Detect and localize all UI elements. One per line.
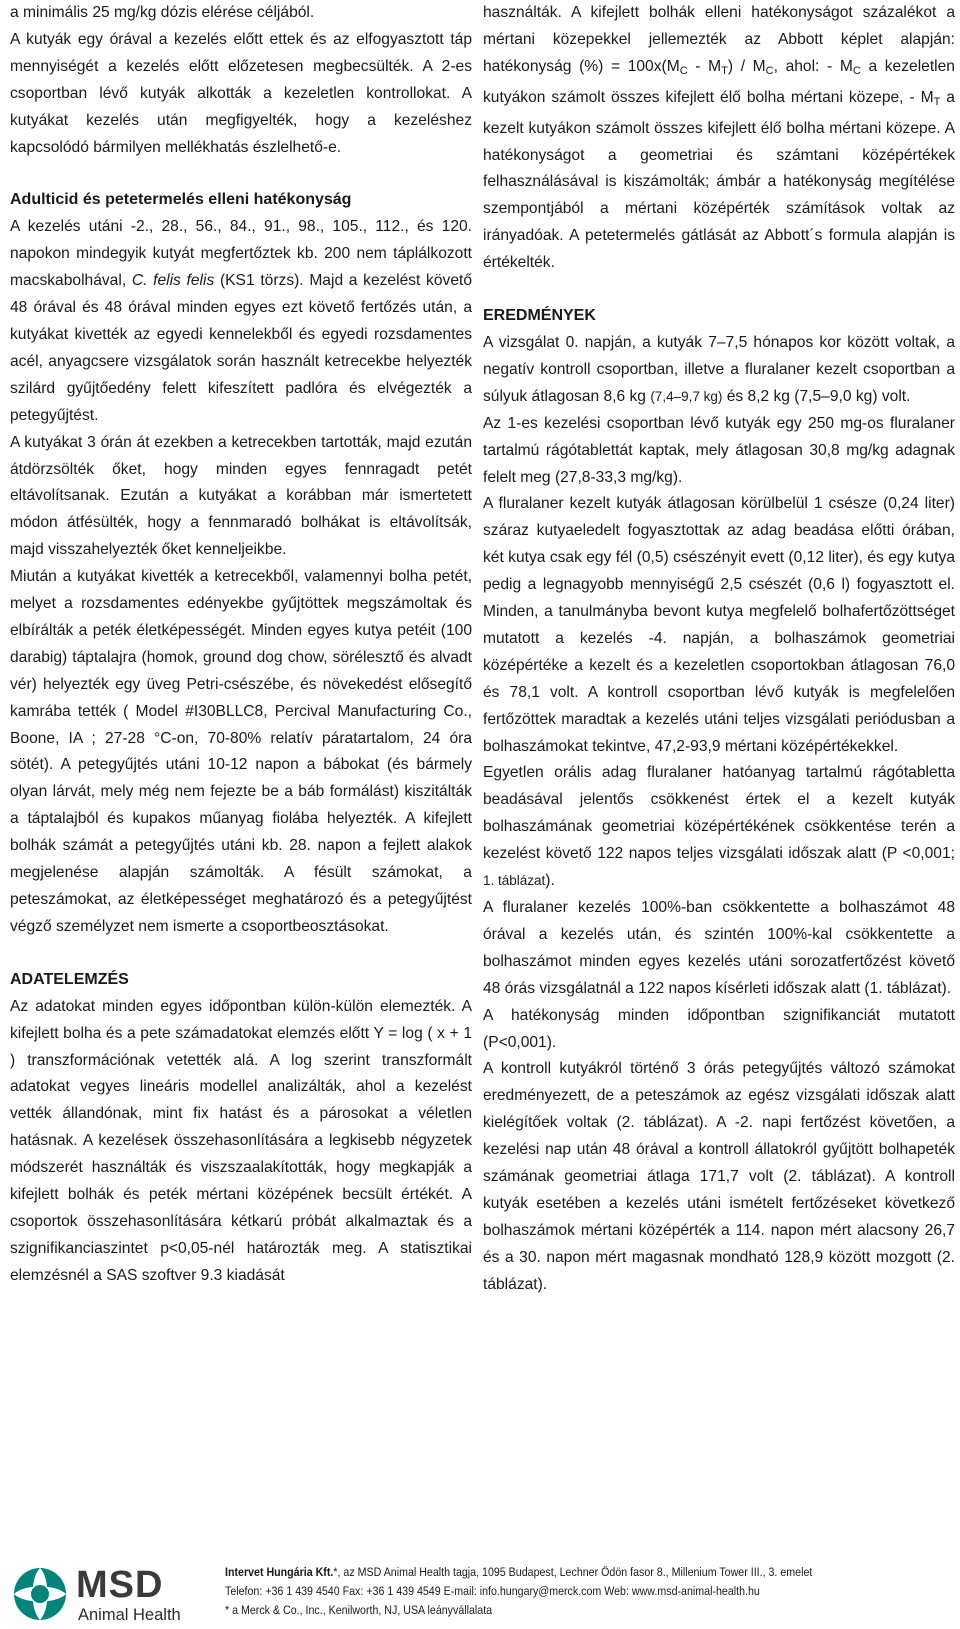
results-paragraph-2: Az 1-es kezelési csoportban lévő kutyák egy 250 mg-os fluralaner tartalmú rágótablettát kaptak, mely átlagosan 30,8 mg/kg adagnak felelt meg (27,8-33,3 mg/kg). bbox=[483, 414, 955, 486]
efficacy-heading: Adulticid és petetermelés elleni hatékonyság bbox=[10, 191, 352, 209]
efficacy-paragraph-3: Miután a kutyákat kivették a ketrecekből, valamennyi bolha petét, melyet a rozsdamentes edényekbe gyűjtöttek megszámoltak és elbírálták a peték életképességét. Minden egyes kutya petéit (100 darabig) táptalajra (homok, ground dog chow, sörélesztő és alvadt vér) helyezték egy üveg Petri-csészébe, és növekedést elősegítő kamrába tették ( Model #I30BLLC8, Percival Manufacturing Co., Boone, IA ; 27-28 °C-on, 70-80% relatív páratartalom, 24 óra sötét). A petegyűjtés utáni 10-12 napon a bábokat (és bármely olyan lárvát, mely még nem fejezte be a báb formálást) kiszitálták a táptalajból és kupakos műanyag fiolába helyezték. A kifejlett bolhák számát a petegyűjtés utáni kb. 28. napon a fejlett alakok megjelenése alapján számolták. A fésült számokat, a peteszámokat, az életképességet meghatározó és a petegyűjtést végző személyzet nem ismerte a csoportbeosztásokat. bbox=[10, 568, 472, 935]
formula-text-d: , ahol: - M bbox=[773, 57, 853, 75]
subscript-c: C bbox=[679, 64, 688, 77]
efficacy-p1-before: A kezelés utáni -2., 28., 56., 84., 91., 98., 105., 112., és 120. napokon mindegyik kutyát megfertőztek kb. 200 nem táplálkozott macskabolhával, bbox=[10, 218, 472, 290]
right-column bbox=[483, 0, 955, 1299]
footer-address: *, az MSD Animal Health tagja, 1095 Budapest, Lechner Ödön fasor 8., Millenium Tower III., 3. emelet bbox=[333, 1565, 813, 1579]
analysis-paragraph: Az adatokat minden egyes időpontban külön-külön elemezték. A kifejlett bolha és a pete számadatokat elemzés előtt Y = log ( x + 1 ) transzformációnak vetették alá. A log szerint transzformált adatokat vegyes lineáris modellel analizálták, ahol a kezelést vették állandónak, mint fix hatást és a párosokat a véletlen hatásnak. A kezelések összehasonlítására a legkisebb négyzetek módszerét használták és viszszaalakították, hogy megkapják a kifejlett bolhák és peték mértani középének becsült értékét. A csoportok összehasonlítására kétkarú próbát alkalmaztak és a szignifikanciaszintet p<0,05-nél határozták meg. A statisztikai elemzésnél a SAS szoftver 9.3 kiadását bbox=[10, 997, 472, 1284]
page-footer bbox=[0, 1558, 960, 1629]
footer-line-3: * a Merck & Co., Inc., Kenilworth, NJ, USA leányvállalata bbox=[225, 1603, 493, 1617]
msd-logo bbox=[10, 1564, 210, 1624]
results-paragraph-6: A hatékonyság minden időpontban szignifikanciát mutatott (P<0,001). bbox=[483, 1006, 955, 1051]
formula-text-f: a kezelt kutyákon számolt összes kifejlett élő bolha mértani közepe. A hatékonyságot a geometriai és számtani középértékek felhasználásával is kiszámolták; ámbár a hatékonyság megítélése szempontjából a mértani középérték számítások voltak az irányadóak. A petetermelés gátlását az Abbott´s formula alapján is értékelték. bbox=[483, 88, 955, 272]
footer-line-2: Telefon: +36 1 439 4540 Fax: +36 1 439 4549 E-mail: info.hungary@merck.com Web: www.msd-animal-health.hu bbox=[225, 1584, 760, 1598]
footer-line-1 bbox=[225, 1563, 853, 1582]
formula-text-b: - M bbox=[687, 57, 722, 75]
results-paragraph-3: A fluralaner kezelt kutyák átlagosan körülbelül 1 csésze (0,24 liter) száraz kutyaeledelt fogyasztottak az adag beadása előtti órában, két kutya csak egy fél (0,5) csészényit evett (0,12 liter), és egy kutya pedig a legnagyobb mennyiségű 2,5 csészét (0,6 l) fogyasztott el. Minden, a tanulmányba bevont kutya megfelelő bolhafertőzöttséget mutatott a kezelés -4. napján, a bolhaszámok geometriai középértéke a kezelt és a kezeletlen csoportokban átlagosan 76,0 és 78,1 volt. A kontroll csoportban lévő kutyák is megfelelően fertőzöttek maradtak a kezelés utáni teljes vizsgálati periódusban a bolhaszámokat tekintve, 47,2-93,9 mértani középértékekkel. bbox=[483, 495, 955, 755]
subscript-c: C bbox=[852, 64, 861, 77]
results-paragraph-4 bbox=[483, 760, 955, 895]
results-p4-b: ). bbox=[545, 872, 555, 890]
left-column bbox=[10, 0, 472, 1290]
results-p1-range: (7,4–9,7 kg) bbox=[650, 388, 723, 404]
efficacy-paragraph-2: A kutyákat 3 órán át ezekben a ketrecekben tartották, majd ezután átdörzsölték őket, hogy minden egyes fennragadt petét eltávolítsanak. Ezután a kutyákat a korábban már ismertetett módon átfésülték, hogy a fennmaradó bolhákat is eltávolítsák, majd visszahelyezték őket kenneljeikbe. bbox=[10, 433, 472, 559]
footer-contact bbox=[225, 1563, 853, 1620]
analysis-heading: ADATELEMZÉS bbox=[10, 970, 129, 988]
results-p1-b: és 8,2 kg (7,5–9,0 kg) volt. bbox=[722, 387, 911, 405]
intro-paragraph-2: A kutyák egy órával a kezelés előtt ettek és az elfogyasztott táp mennyiségét a kezelés előtt előzetesen megbecsülték. A 2-es csoportban lévő kutyák alkották a kezeletlen kontrollokat. A kutyákat kezelés után megfigyelték, hogy a kezeléshez kapcsolódó bármilyen mellékhatás észlelhető-e. bbox=[10, 30, 472, 156]
logo-name: MSD bbox=[76, 1564, 164, 1606]
efficacy-paragraph-1 bbox=[10, 214, 472, 429]
msd-logo-icon bbox=[10, 1564, 70, 1624]
logo-subtitle: Animal Health bbox=[78, 1606, 181, 1624]
results-paragraph-5: A fluralaner kezelés 100%-ban csökkentette a bolhaszámot 48 órával a kezelés után, és szintén 100%-kal csökkentette a bolhaszámot minden egyes kezelés utáni sorozatfertőzést követő 48 órás vizsgálatnál a 122 napos kísérleti időszak alatt (1. táblázat). bbox=[483, 899, 955, 997]
formula-text-c: ) / M bbox=[727, 57, 766, 75]
table-reference: 1. táblázat bbox=[483, 873, 546, 889]
species-name: C. felis felis bbox=[131, 272, 215, 290]
intro-paragraph-1: a minimális 25 mg/kg dózis elérése céljából. bbox=[10, 4, 315, 21]
efficacy-formula-paragraph bbox=[483, 0, 955, 277]
results-p1-a: A vizsgálat 0. napján, a kutyák 7–7,5 hónapos kor között voltak, a negatív kontroll csoportban, illetve a fluralaner kezelt csoportban a súlyuk átlagosan 8,6 kg bbox=[483, 333, 955, 405]
results-p4-a: Egyetlen orális adag fluralaner hatóanyag tartalmú rágótabletta beadásával jelentős csökkenést értek el a kezelt kutyák bolhaszámának geometriai középértékének csökkentése terén a kezelést követő 122 napos teljes vizsgálati időszak alatt (P <0,001; bbox=[483, 764, 955, 863]
results-paragraph-1 bbox=[483, 330, 955, 411]
formula-text-e: a kezeletlen kutyákon számolt összes kifejlett élő bolha mértani közepe, - M bbox=[483, 57, 955, 106]
subscript-c: C bbox=[765, 64, 774, 77]
subscript-t: T bbox=[933, 95, 941, 108]
results-heading: EREDMÉNYEK bbox=[483, 307, 596, 325]
company-name: Intervet Hungária Kft. bbox=[225, 1565, 334, 1579]
efficacy-p1-after: (KS1 törzs). Majd a kezelést követő 48 órával és 48 órával minden egyes ezt követő fertőzés után, a kutyákat kivették az egyedi kennelekből és egyedi rozsdamentes acél, anyagcsere vizsgálatok során használt ketrecekbe helyezték szilárd gyűjtőedény felett kifeszített padlóra és elvégezték a petegyűjtést. bbox=[10, 272, 472, 424]
results-paragraph-7: A kontroll kutyákról történő 3 órás petegyűjtés változó számokat eredményezett, de a peteszámok az egész vizsgálati időszak alatt kielégítőek voltak (2. táblázat). A -2. napi fertőzést követően, a kezelési nap után 48 órával a kontroll állatokról gyűjtött bolhapeték számának geometriai átlaga 171,7 volt (2. táblázat). A kontroll kutyák esetében a kezelés utáni ismételt fertőzéseket következő bolhaszámok mértani középérték a 114. napon mért alacsony 26,7 és a 30. napon mért magasnak mondható 128,9 között mozgott (2. táblázat). bbox=[483, 1060, 955, 1293]
subscript-t: T bbox=[721, 64, 728, 77]
formula-text-a: használták. A kifejlett bolhák elleni hatékonyságot százalékot a mértani közepekkel jellemezték az Abbott képlet alapján: hatékonyság (%) = 100x(M bbox=[483, 4, 955, 75]
